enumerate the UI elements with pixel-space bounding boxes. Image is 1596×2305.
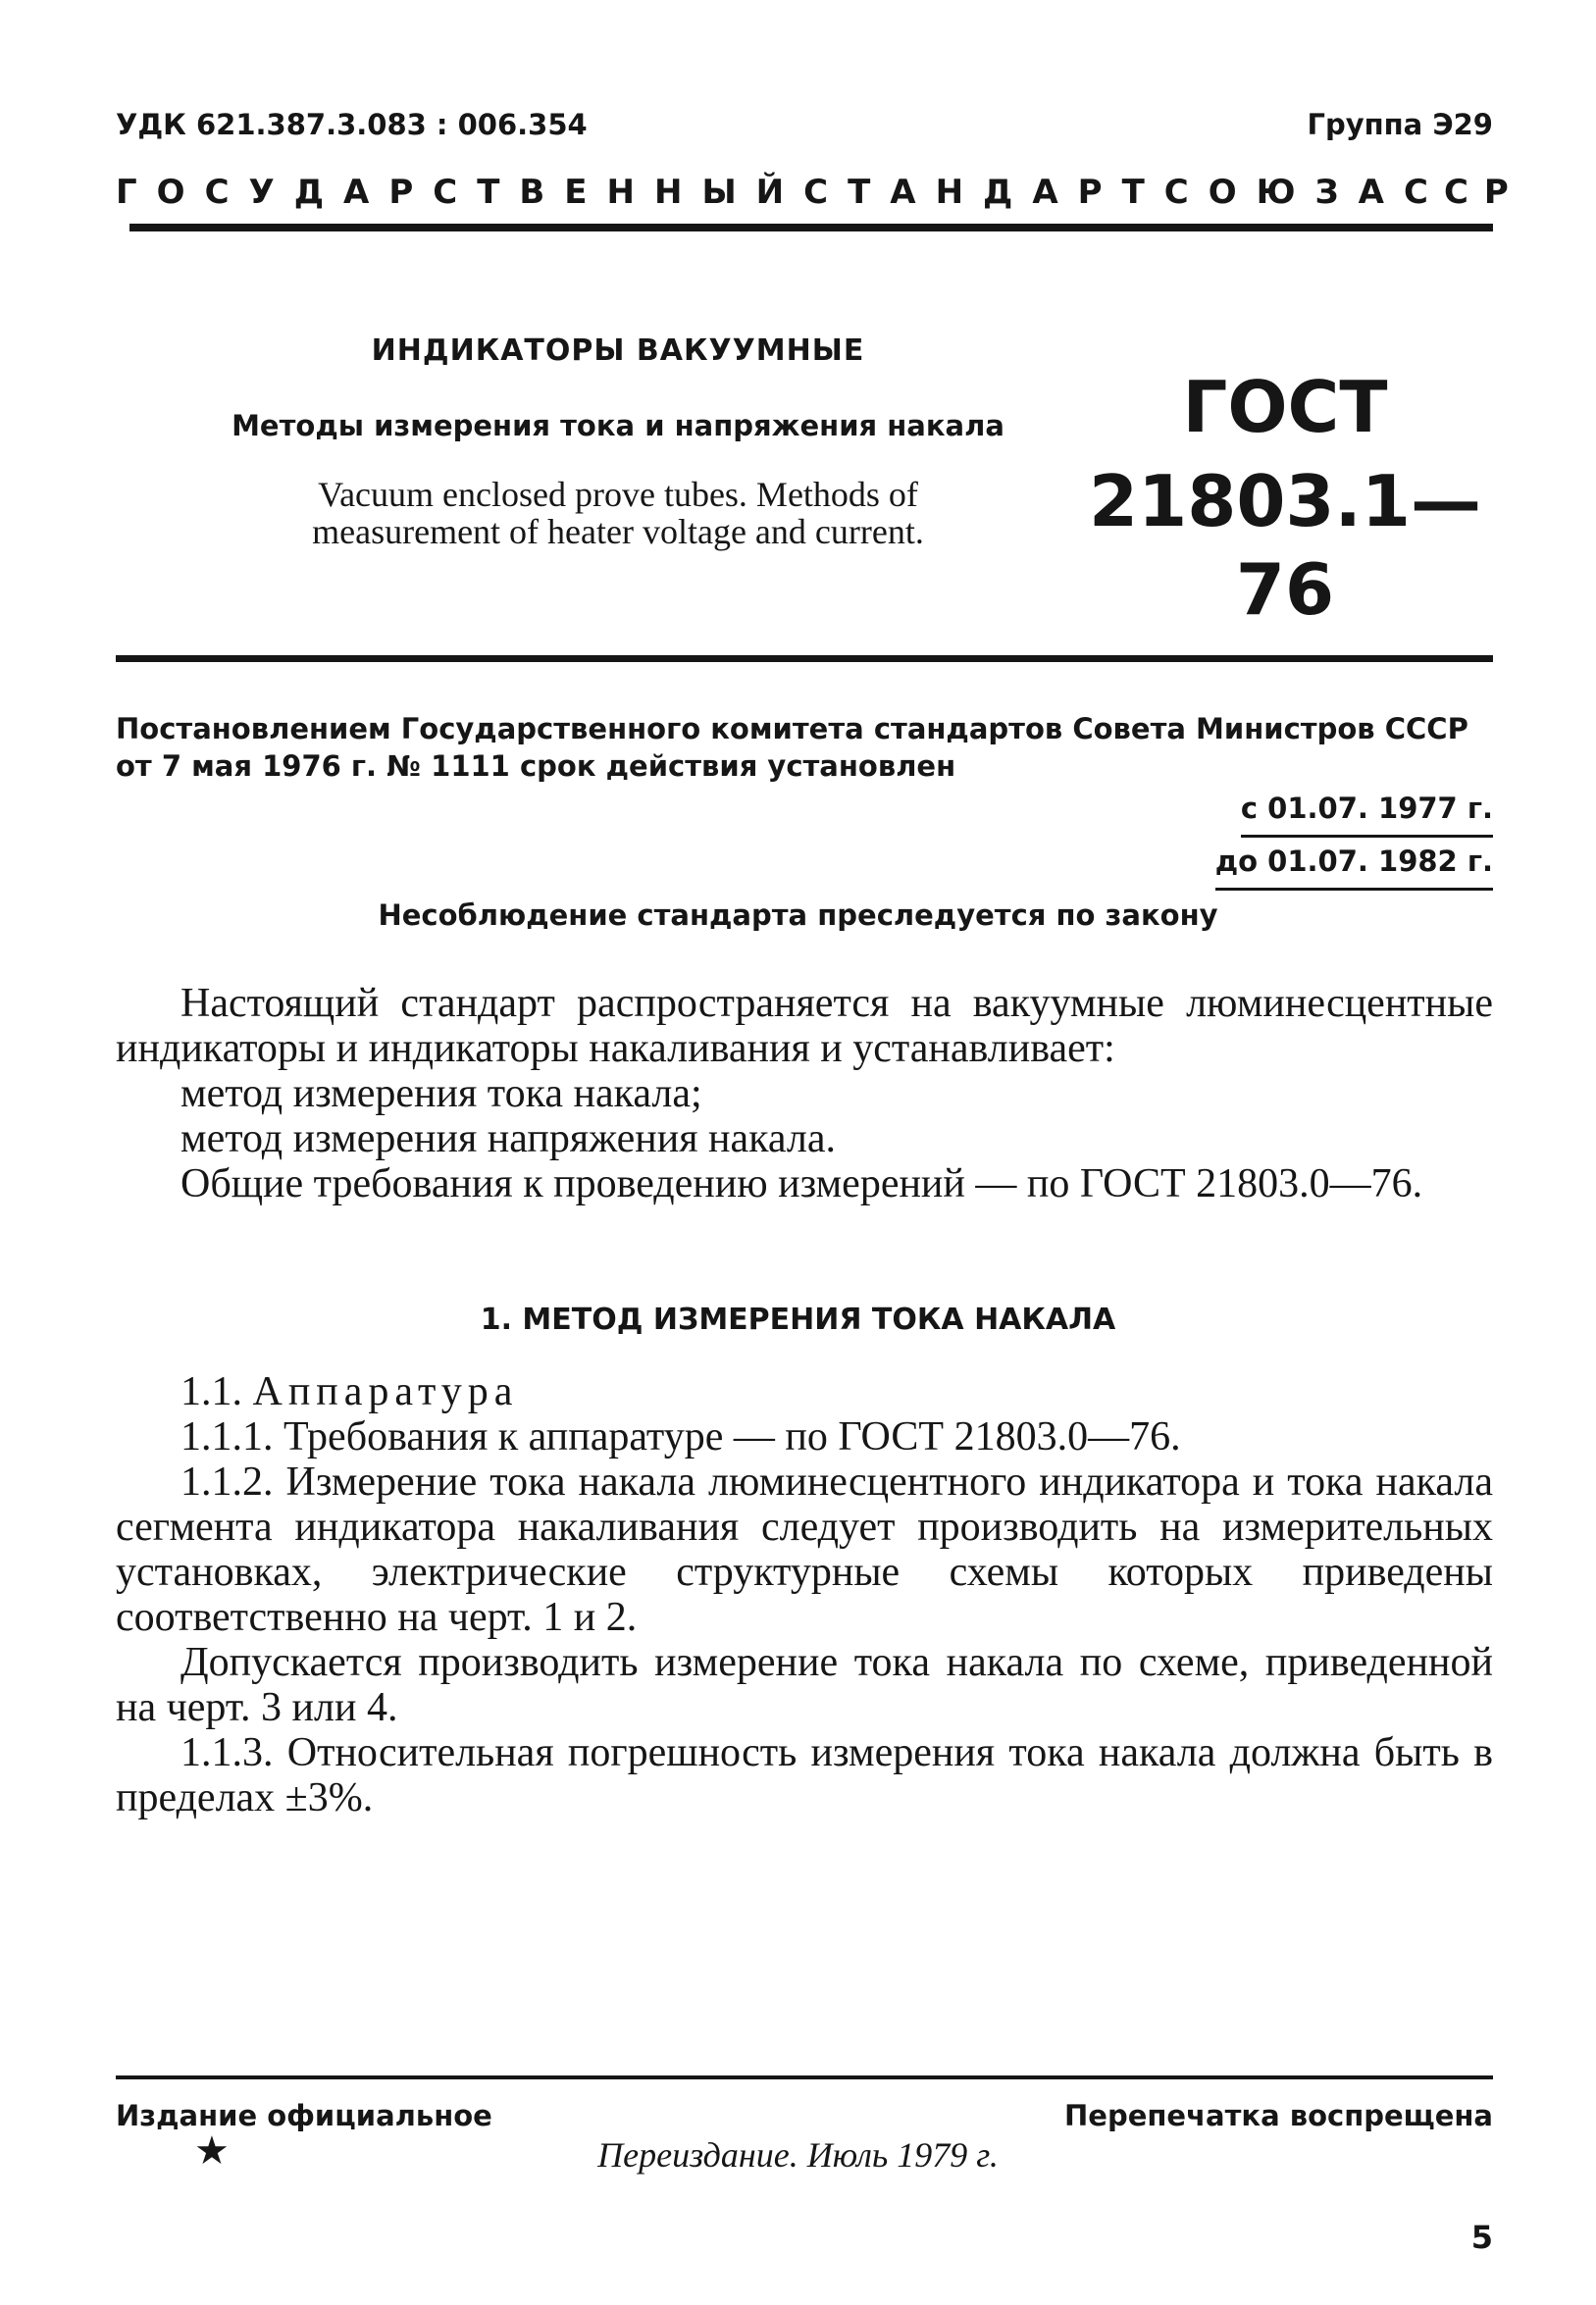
intro-paragraph: Настоящий стандарт распространяется на вакуумные люминесцентные индикаторы и индикаторы накаливания и устанавливает: xyxy=(116,981,1493,1071)
header-rule xyxy=(129,224,1493,231)
gost-number: 21803.1—76 xyxy=(1089,460,1481,631)
clause: 1.1.3. Относительная погрешность измерения тока накала должна быть в пределах ±3%. xyxy=(116,1730,1493,1820)
validity-period xyxy=(1215,785,1493,891)
intro-list-item: метод измерения тока накала; xyxy=(180,1071,702,1116)
reissue-note: Переиздание. Июль 1979 г. xyxy=(597,2135,999,2175)
section-heading: 1. МЕТОД ИЗМЕРЕНИЯ ТОКА НАКАЛА xyxy=(480,1303,1116,1337)
clause: 1.1.2. Измерение тока накала люминесцентного индикатора и тока накала сегмента индикатора накаливания следует производить на измерительных установках, электрические структурные схемы которых приведены соответственно на черт. 1 и 2. xyxy=(116,1460,1493,1640)
group-code: Группа Э29 xyxy=(1307,108,1493,141)
clause: 1.1.1. Требования к аппаратуре — по ГОСТ 21803.0—76. xyxy=(180,1414,1181,1460)
subsection-title: Аппаратура xyxy=(252,1369,519,1414)
reprint-prohibited-label: Перепечатка воспрещена xyxy=(1064,2099,1493,2132)
document-subtitle: Методы измерения тока и напряжения накала xyxy=(232,409,1004,442)
valid-to-date: до 01.07. 1982 г. xyxy=(1215,838,1493,891)
subsection-heading xyxy=(116,1369,1493,1414)
english-title-line: measurement of heater voltage and current. xyxy=(312,512,924,551)
official-edition-label: Издание официальное xyxy=(116,2099,492,2132)
english-title xyxy=(196,476,1040,550)
page-number: 5 xyxy=(1470,2219,1493,2256)
english-title-line: Vacuum enclosed prove tubes. Methods of xyxy=(318,475,918,514)
clause-note: Допускается производить измерение тока накала по схеме, приведенной на черт. 3 или 4. xyxy=(116,1640,1493,1730)
footer-rule xyxy=(116,2075,1493,2079)
intro-paragraph: Общие требования к проведению измерений — по ГОСТ 21803.0—76. xyxy=(180,1161,1423,1206)
intro-list-item: метод измерения напряжения накала. xyxy=(180,1116,837,1161)
decree-text: Постановлением Государственного комитета стандартов Совета Министров СССР от 7 мая 1976 г. № 1111 срок действия установлен xyxy=(116,712,1468,783)
document-title: ИНДИКАТОРЫ ВАКУУМНЫЕ xyxy=(371,333,865,368)
banner-word: ССР xyxy=(1404,173,1524,212)
introduction xyxy=(116,981,1493,1206)
valid-from-date: с 01.07. 1977 г. xyxy=(1241,785,1493,838)
title-block xyxy=(196,333,1040,550)
state-standard-banner xyxy=(116,173,1524,212)
law-notice: Несоблюдение стандарта преследуется по закону xyxy=(378,898,1218,932)
gost-label: ГОСТ xyxy=(1182,366,1388,448)
section-body xyxy=(116,1369,1493,1820)
star-icon: ★ xyxy=(194,2128,230,2174)
udk-code: УДК 621.387.3.083 : 006.354 xyxy=(116,108,588,141)
banner-word: СОЮЗА xyxy=(1163,173,1404,212)
title-rule xyxy=(116,655,1493,662)
gost-designation xyxy=(1069,363,1501,634)
banner-word: ГОСУДАРСТВЕННЫЙ xyxy=(116,173,804,212)
banner-word: СТАНДАРТ xyxy=(803,173,1164,212)
subsection-number: 1.1. xyxy=(180,1369,242,1414)
